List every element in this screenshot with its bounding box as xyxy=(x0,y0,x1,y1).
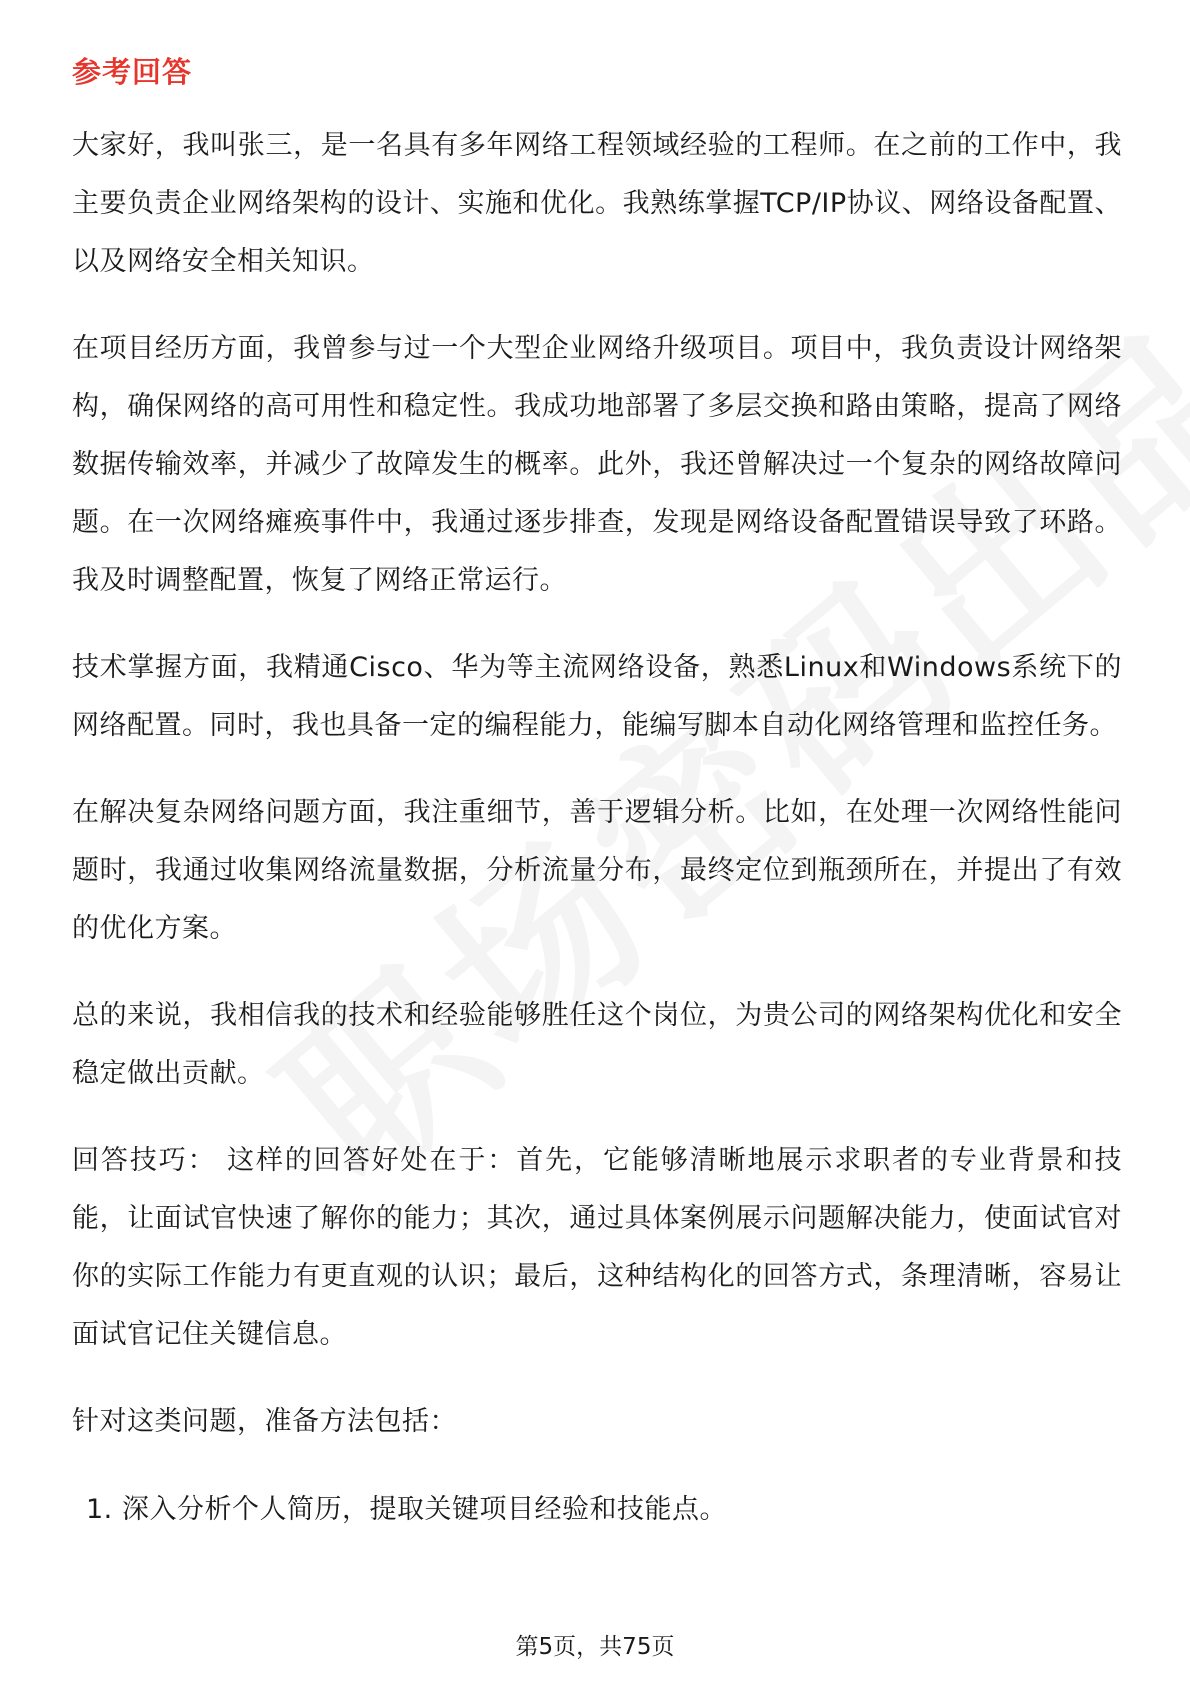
paragraph-problem-solving: 在解决复杂网络问题方面，我注重细节，善于逻辑分析。比如，在处理一次网络性能问题时，我通过收集网络流量数据，分析流量分布，最终定位到瓶颈所在，并提出了有效的优化方案。 xyxy=(72,797,1122,944)
paragraph-intro: 大家好，我叫张三，是一名具有多年网络工程领域经验的工程师。在之前的工作中，我主要负责企业网络架构的设计、实施和优化。我熟练掌握TCP/IP协议、网络设备配置、以及网络安全相关知识。 xyxy=(72,130,1122,277)
paragraph-conclusion: 总的来说，我相信我的技术和经验能够胜任这个岗位，为贵公司的网络架构优化和安全稳定做出贡献。 xyxy=(72,1000,1122,1089)
preparation-list xyxy=(72,1481,1122,1539)
section-heading: 参考回答 xyxy=(72,55,193,89)
answer-body xyxy=(72,117,1122,1539)
paragraph-answer-tips: 回答技巧： 这样的回答好处在于：首先，它能够清晰地展示求职者的专业背景和技能，让面试官快速了解你的能力；其次，通过具体案例展示问题解决能力，使面试官对你的实际工作能力有更直观的认识；最后，这种结构化的回答方式，条理清晰，容易让面试官记住关键信息。 xyxy=(72,1145,1122,1350)
paragraph-preparation-intro: 针对这类问题，准备方法包括： xyxy=(72,1406,457,1437)
paragraph-project-experience: 在项目经历方面，我曾参与过一个大型企业网络升级项目。项目中，我负责设计网络架构，确保网络的高可用性和稳定性。我成功地部署了多层交换和路由策略，提高了网络数据传输效率，并减少了故障发生的概率。此外，我还曾解决过一个复杂的网络故障问题。在一次网络瘫痪事件中，我通过逐步排查，发现是网络设备配置错误导致了环路。我及时调整配置，恢复了网络正常运行。 xyxy=(72,333,1122,596)
list-item-number: 1. xyxy=(86,1494,113,1525)
paragraph-technical-skills: 技术掌握方面，我精通Cisco、华为等主流网络设备，熟悉Linux和Windows系统下的网络配置。同时，我也具备一定的编程能力，能编写脚本自动化网络管理和监控任务。 xyxy=(72,652,1122,741)
list-item xyxy=(72,1481,1122,1539)
list-item-text: 深入分析个人简历，提取关键项目经验和技能点。 xyxy=(122,1494,727,1525)
page-number: 第5页，共75页 xyxy=(515,1634,675,1660)
